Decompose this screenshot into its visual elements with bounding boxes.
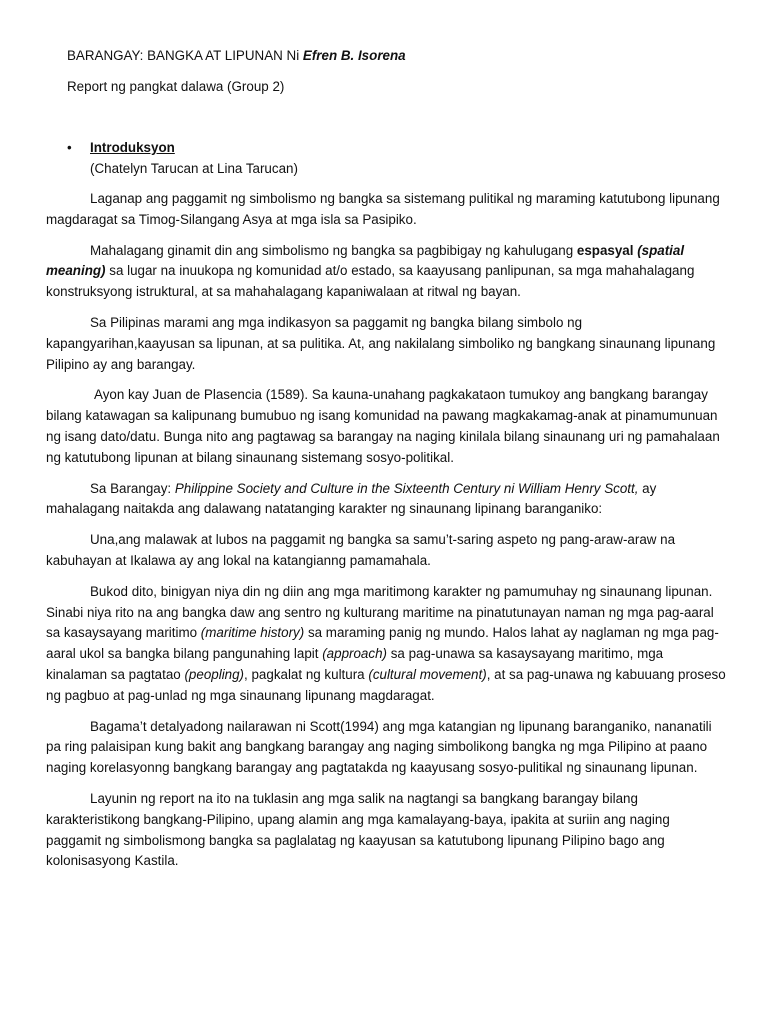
paragraph-7-text-2: sa maraming panig ng mundo. Halos lahat ay naglaman ng mga pag-aaral ukol sa bangka bilang pangunahing lapit: [46, 625, 719, 662]
term-spatial-meaning: (spatial meaning): [46, 242, 685, 279]
author-name: Efren B. Isorena: [302, 48, 406, 63]
paragraph-7-text: Bukod dito, binigyan niya din ng diin ang mga maritimong karakter ng pamumuhay ng sinaunang lipunan. Sinabi niya rito na ang bangka daw ang sentro ng kulturang maritime na pinatutunayan naman ng mga pag-aaral sa kasaysayang maritimo: [46, 583, 714, 641]
paragraph-2: [46, 241, 726, 303]
paragraph-7-text-5: , at sa pag-unawa ng kabuuang proseso ng pagbuo at pag-unlad ng mga sinaunang lipunang magdaragat.: [46, 666, 726, 703]
paragraph-4: Ayon kay Juan de Plasencia (1589). Sa kauna-unahang pagkakataon tumukoy ang bangkang barangay bilang katawagan sa kalipunang bumubuo ng isang komunidad na pawang magkakamag-anak at pinamumunuan ng isang dato/datu. Bunga nito ang pagtawag sa barangay na naging kinilala bilang sinaunang uri ng pamahalaan ng katutubong lipunan at bilang sinaunang sistemang sosyo-politikal.: [46, 387, 720, 465]
term-cultural-movement: (cultural movement): [368, 666, 487, 682]
paragraph-2-rest: sa lugar na inuukopa ng komunidad at/o estado, sa kaayusang panlipunan, sa mga mahahalagang konstruksyong istruktural, at sa mahahalagang kapaniwalaan at ritwal ng bayan.: [46, 263, 695, 300]
paragraph-9: Layunin ng report na ito na tuklasin ang mga salik na nagtangi sa bangkang barangay bilang karakteristikong bangkang-Pilipino, upang alamin ang mga kamalayang-baya, ipakita at suriin ang naging paggamit ng simbolismong bangka sa paglalatag ng kaayusan sa katutubong lipunang Pilipino bago ang kolonisasyong Kastila.: [46, 790, 670, 869]
document-title: [67, 46, 406, 67]
document-body: [46, 189, 726, 882]
paragraph-7: [46, 582, 726, 707]
bullet-icon: •: [67, 140, 72, 155]
paragraph-7-text-4: , pagkalat ng kultura: [244, 666, 369, 682]
paragraph-5-rest: ay mahalagang naitakda ang dalawang natatanging karakter ng sinaunang lipinang baranganiko:: [46, 480, 657, 517]
paragraph-5: [46, 479, 726, 521]
term-approach: (approach): [322, 646, 387, 662]
report-subtitle: Report ng pangkat dalawa (Group 2): [67, 79, 285, 94]
title-text: BARANGAY: BANGKA AT LIPUNAN Ni: [67, 48, 303, 63]
paragraph-2-text: Mahalagang ginamit din ang simbolismo ng bangka sa pagbibigay ng kahulugang: [90, 242, 577, 258]
paragraph-1: Laganap ang paggamit ng simbolismo ng bangka sa sistemang pulitikal ng maraming katutubong lipunang magdaragat sa Timog-Silangang Asya at mga isla sa Pasipiko.: [46, 191, 720, 227]
paragraph-5-text: Sa Barangay:: [90, 480, 175, 496]
term-peopling: (peopling): [184, 666, 245, 682]
section-bullet: [67, 138, 175, 159]
paragraph-6: Una,ang malawak at lubos na paggamit ng bangka sa samu’t-saring aspeto ng pang-araw-araw na kabuhayan at Ikalawa ay ang lokal na katangianng pamamahala.: [46, 532, 676, 568]
book-title: Philippine Society and Culture in the Sixteenth Century ni William Henry Scott,: [174, 480, 639, 496]
section-heading: Introduksyon: [90, 140, 175, 155]
paragraph-3: Sa Pilipinas marami ang mga indikasyon sa paggamit ng bangka bilang simbolo ng kapangyarihan,kaayusan sa lipunan, at sa pulitika. At, ang nakilalang simboliko ng bangkang sinaunang lipunang Pilipino ay ang barangay.: [46, 314, 716, 372]
term-maritime-history: (maritime history): [200, 625, 305, 641]
section-presenters: (Chatelyn Tarucan at Lina Tarucan): [90, 161, 298, 176]
paragraph-7-text-3: sa pag-unawa sa kasaysayang maritimo, mga kinalaman sa pagtatao: [46, 646, 664, 682]
paragraph-8: Bagama’t detalyadong nailarawan ni Scott(1994) ang mga katangian ng lipunang baranganiko, nananatili pa ring palaisipan kung bakit ang bangkang barangay ang naging simbolikong bangka ng mga Pilipino at paano naging korelasyonng bangkang barangay ang pagtatakda ng kaayusang sosyo-pulitikal ng sinaunang lipunan.: [46, 718, 712, 776]
term-espasyal: espasyal: [576, 242, 638, 258]
